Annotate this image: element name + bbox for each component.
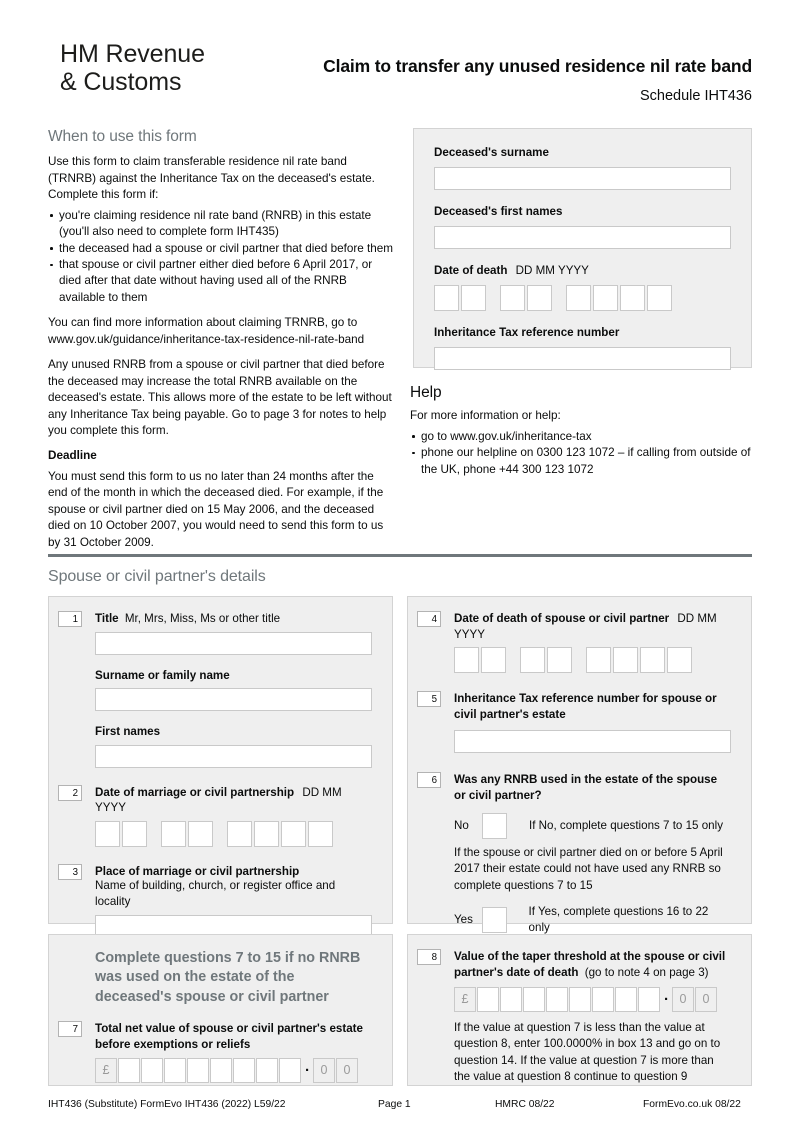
intro-bullet-list (48, 208, 393, 307)
rnrb-yes-checkbox[interactable] (482, 907, 507, 933)
deceased-dod-label (434, 263, 731, 279)
hmrc-logo (60, 40, 205, 96)
schedule-label: Schedule IHT436 (639, 88, 752, 105)
list-item: the deceased had a spouse or civil partner that died before them (48, 241, 393, 257)
marriage-year-4[interactable] (308, 821, 333, 847)
spouse-dod-year-1[interactable] (586, 647, 611, 673)
bottom-right-content (408, 935, 751, 1085)
currency-symbol-icon: £ (454, 987, 476, 1012)
spouse-dod-boxes (454, 647, 731, 673)
question-8-panel (407, 934, 752, 1086)
question-8-number: 8 (417, 949, 441, 965)
marriage-year-2[interactable] (254, 821, 279, 847)
question-8-currency-boxes (454, 987, 731, 1012)
question-1-number: 1 (58, 611, 82, 627)
list-item: go to www.gov.uk/inheritance-tax (410, 429, 755, 445)
q8-digit-2[interactable] (500, 987, 522, 1012)
spouse-surname-input[interactable] (95, 688, 372, 711)
question-4 (428, 611, 731, 673)
spouse-dod-month-2[interactable] (547, 647, 572, 673)
page-title: Claim to transfer any unused residence nil rate band (323, 56, 752, 76)
list-item: you're claiming residence nil rate band (RNRB) in this estate (you'll also need to complete form IHT435) (48, 208, 393, 241)
when-to-use-heading: When to use this form (48, 128, 197, 145)
spouse-dod-year-4[interactable] (667, 647, 692, 673)
deceased-firstnames-label: Deceased's first names (434, 204, 563, 218)
deceased-ihtref-input[interactable] (434, 347, 731, 370)
question-2-number: 2 (58, 785, 82, 801)
question-6 (428, 772, 731, 936)
dod-label-text: Date of death (434, 263, 508, 277)
q7-digit-1[interactable] (118, 1058, 140, 1083)
spouse-details-right-panel (407, 596, 752, 934)
intro-paragraph-3: Any unused RNRB from a spouse or civil partner that died before the deceased may increase the total RNRB available on the deceased's estate. This allows more of the estate to be left without any Inheritance Tax being payable. Go to page 3 for notes to help you complete this form. (48, 358, 392, 437)
help-bullet-list (410, 429, 755, 478)
q8-digit-6[interactable] (592, 987, 614, 1012)
question-6-label: Was any RNRB used in the estate of the spouse or civil partner? (454, 773, 718, 802)
rnrb-no-label: No (454, 819, 469, 833)
question-8-label-note: (go to note 4 on page 3) (584, 965, 709, 979)
question-8 (428, 949, 731, 1085)
question-1 (69, 611, 372, 655)
q7-digit-8[interactable] (279, 1058, 301, 1083)
help-section (410, 382, 755, 487)
deceased-firstnames-group (434, 204, 731, 249)
dod-year-2[interactable] (593, 285, 618, 311)
q8-digit-4[interactable] (546, 987, 568, 1012)
q8-digit-8[interactable] (638, 987, 660, 1012)
question-5 (428, 691, 731, 753)
question-4-number: 4 (417, 611, 441, 627)
dod-format-hint: DD MM YYYY (515, 263, 589, 277)
question-8-label (454, 949, 731, 980)
complete-questions-heading: Complete questions 7 to 15 if no RNRB was used on the estate of the deceased's spouse or civil partner (95, 950, 361, 1005)
marriage-date-boxes (95, 821, 372, 847)
question-7 (69, 1021, 372, 1083)
intro-paragraph-1: Use this form to claim transferable residence nil rate band (TRNRB) against the Inheritance Tax on the deceased's estate. Complete this form if: (48, 155, 375, 202)
q8-digit-3[interactable] (523, 987, 545, 1012)
question-4-label (454, 611, 731, 642)
dod-month-2[interactable] (527, 285, 552, 311)
spouse-dod-day-2[interactable] (481, 647, 506, 673)
question-1-label-hint: Mr, Mrs, Miss, Ms or other title (124, 612, 281, 625)
decimal-point: · (305, 1061, 310, 1079)
spouse-dod-day-1[interactable] (454, 647, 479, 673)
deceased-details-panel (413, 128, 752, 368)
question-7-currency-boxes (95, 1058, 372, 1083)
question-7-label: Total net value of spouse or civil partner's estate before exemptions or reliefs (95, 1022, 363, 1051)
q7-digit-5[interactable] (210, 1058, 232, 1083)
rnrb-no-row (454, 813, 731, 839)
deceased-surname-input[interactable] (434, 167, 731, 190)
deceased-firstnames-input[interactable] (434, 226, 731, 249)
question-5-number: 5 (417, 691, 441, 707)
deadline-heading: Deadline (48, 449, 97, 463)
rnrb-no-text: If No, complete questions 7 to 15 only (529, 819, 723, 833)
list-item: that spouse or civil partner either died before 6 April 2017, or died after that date without having used all of the RNRB available to them (48, 257, 393, 306)
deceased-ihtref-label: Inheritance Tax reference number (434, 325, 620, 339)
q7-pence-1[interactable]: 0 (313, 1058, 335, 1083)
hmrc-logo-line2: & Customs (60, 68, 182, 96)
spouse-section-title: Spouse or civil partner's details (48, 568, 266, 585)
spouse-dod-month-1[interactable] (520, 647, 545, 673)
deceased-surname-group (434, 145, 731, 190)
q7-digit-3[interactable] (164, 1058, 186, 1083)
deceased-dod-boxes (434, 285, 731, 311)
section-divider (48, 554, 752, 557)
question-2-label-text: Date of marriage or civil partnership (95, 785, 295, 799)
help-intro: For more information or help: (410, 409, 561, 423)
rnrb-middle-text: If the spouse or civil partner died on or before 5 April 2017 their estate could not have used any RNRB so complete questions 7 to 15 (454, 846, 723, 892)
q7-digit-6[interactable] (233, 1058, 255, 1083)
q8-digit-7[interactable] (615, 987, 637, 1012)
help-heading: Help (410, 384, 442, 401)
dod-year-1[interactable] (566, 285, 591, 311)
when-to-use-section (48, 126, 393, 560)
spouse-title-input[interactable] (95, 632, 372, 655)
question-3-number: 3 (58, 864, 82, 880)
question-1-label-text: Title (95, 612, 119, 625)
question-5-label: Inheritance Tax reference number for spouse or civil partner's estate (454, 692, 717, 721)
marriage-year-3[interactable] (281, 821, 306, 847)
spouse-surname-label: Surname or family name (95, 668, 230, 682)
list-item: phone our helpline on 0300 123 1072 – if calling from outside of the UK, phone +44 300 123 1072 (410, 445, 755, 478)
currency-symbol-icon: £ (95, 1058, 117, 1083)
question-2-format-hint: DD MM YYYY (95, 785, 342, 815)
deceased-ihtref-group (434, 325, 731, 370)
bottom-left-content (49, 935, 392, 1083)
intro-paragraph-2: You can find more information about claiming TRNRB, go to www.gov.uk/guidance/inheritance-tax-residence-nil-rate-band (48, 316, 365, 346)
spouse-dod-year-3[interactable] (640, 647, 665, 673)
q7-digit-2[interactable] (141, 1058, 163, 1083)
dod-month-1[interactable] (500, 285, 525, 311)
spouse-dod-year-2[interactable] (613, 647, 638, 673)
dod-year-4[interactable] (647, 285, 672, 311)
question-3-label: Place of marriage or civil partnership (95, 864, 300, 878)
question-8-note: If the value at question 7 is less than the value at question 8, enter 100.0000% in box 13 and go on to question 14. If the value at question 7 is more than the value at question 8 continue to question 9 (454, 1021, 721, 1083)
decimal-point: · (664, 990, 669, 1008)
marriage-month-2[interactable] (188, 821, 213, 847)
marriage-month-1[interactable] (161, 821, 186, 847)
hmrc-logo-line1: HM Revenue (60, 40, 205, 68)
q7-digit-7[interactable] (256, 1058, 278, 1083)
questions-7-to-15-panel (48, 934, 393, 1086)
marriage-day-1[interactable] (95, 821, 120, 847)
question-7-number: 7 (58, 1021, 82, 1037)
question-3 (69, 864, 372, 939)
spouse-left-content (49, 597, 392, 938)
question-6-number: 6 (417, 772, 441, 788)
footer-page-number: Page 1 (378, 1099, 411, 1110)
spouse-right-content (408, 597, 751, 936)
rnrb-yes-row (454, 904, 731, 936)
spouse-ihtref-input[interactable] (454, 730, 731, 753)
q8-pence-1[interactable]: 0 (672, 987, 694, 1012)
question-2-label (95, 785, 372, 816)
question-2 (69, 785, 372, 847)
q8-pence-2[interactable]: 0 (695, 987, 717, 1012)
marriage-year-1[interactable] (227, 821, 252, 847)
q7-digit-4[interactable] (187, 1058, 209, 1083)
question-8-label-text: Value of the taper threshold at the spouse or civil partner's date of death (454, 950, 726, 979)
spouse-firstnames-label: First names (95, 725, 161, 739)
spouse-firstnames-group (69, 724, 372, 768)
footer-hmrc-date: HMRC 08/22 (495, 1099, 555, 1110)
q8-digit-5[interactable] (569, 987, 591, 1012)
marriage-day-2[interactable] (122, 821, 147, 847)
spouse-surname-group (69, 668, 372, 712)
q7-pence-2[interactable]: 0 (336, 1058, 358, 1083)
q8-digit-1[interactable] (477, 987, 499, 1012)
dod-year-3[interactable] (620, 285, 645, 311)
deceased-surname-label: Deceased's surname (434, 146, 549, 159)
dod-day-1[interactable] (434, 285, 459, 311)
question-4-format-hint: DD MM YYYY (454, 612, 717, 641)
footer-form-ref: IHT436 (Substitute) FormEvo IHT436 (2022) L59/22 (48, 1099, 286, 1110)
title-block (232, 54, 752, 106)
rnrb-yes-label: Yes (454, 912, 473, 926)
rnrb-no-checkbox[interactable] (482, 813, 507, 839)
deceased-dod-group (434, 263, 731, 311)
question-3-sublabel: Name of building, church, or register office and locality (95, 879, 336, 909)
spouse-firstnames-input[interactable] (95, 745, 372, 768)
page-header (48, 36, 752, 120)
rnrb-yes-text: If Yes, complete questions 16 to 22 only (528, 904, 709, 934)
question-4-label-text: Date of death of spouse or civil partner (454, 612, 670, 625)
dod-day-2[interactable] (461, 285, 486, 311)
spouse-details-left-panel (48, 596, 393, 924)
question-1-label (95, 611, 372, 627)
bottom-left-heading-wrap (69, 949, 372, 1007)
deadline-paragraph: You must send this form to us no later than 24 months after the end of the month in which the deceased died. For example, if the spouse or civil partner died on 15 May 2006, and the deceased died on 10 October 2007, you would need to send this form to us by 31 October 2009. (48, 469, 384, 549)
footer-formevo: FormEvo.co.uk 08/22 (643, 1099, 741, 1110)
